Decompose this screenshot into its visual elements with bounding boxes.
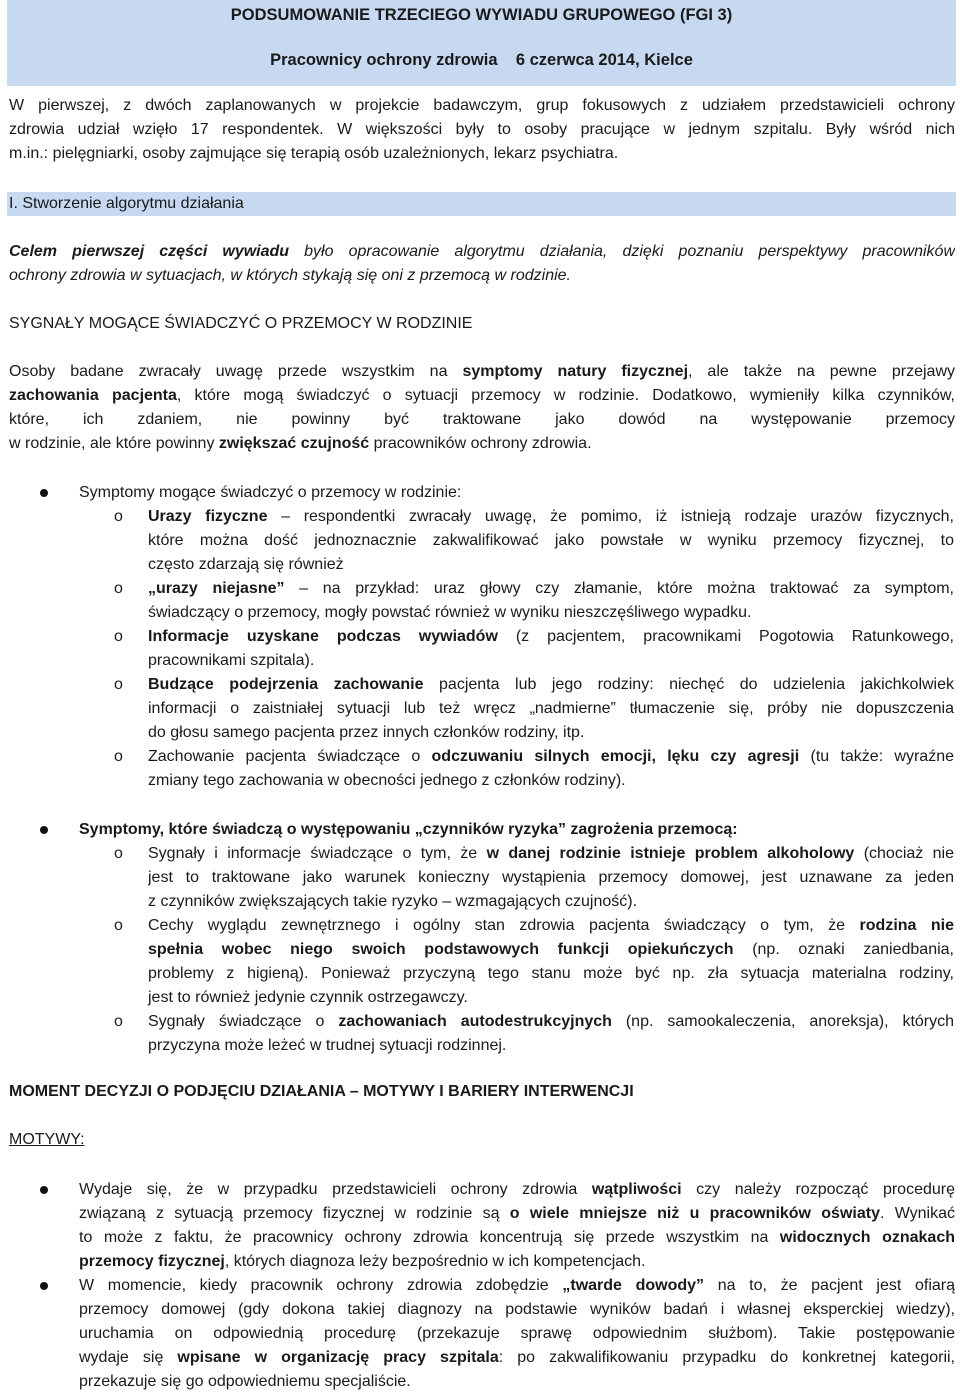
text: Sygnały świadczące o	[148, 1013, 339, 1030]
intro-paragraph	[9, 94, 955, 166]
section-heading-bar	[7, 192, 956, 216]
item-line	[148, 577, 954, 601]
bullet-icon	[40, 1282, 48, 1290]
circle-bullet-icon: o	[114, 917, 123, 934]
signals-paragraph	[9, 360, 955, 456]
item-line: z czynników zwiększających takie ryzyko – wzmagających czujność).	[148, 893, 638, 910]
signals-heading: SYGNAŁY MOGĄCE ŚWIADCZYĆ O PRZEMOCY W RODZINIE	[9, 315, 473, 332]
goal-line: ochrony zdrowia w sytuacjach, w których stykają się oni z przemocą w rodzinie.	[9, 267, 571, 284]
text-bold: spełnia wobec niego swoich podstawowych funkcji opiekuńczych	[148, 941, 734, 958]
item-line: przekazuje się go odpowiedniemu specjaliście.	[79, 1373, 411, 1390]
text-bold: wpisane w organizację pracy szpitala	[177, 1349, 499, 1366]
item-line	[79, 1250, 955, 1274]
item-line	[79, 1346, 955, 1370]
item-line: problemy z higieną). Ponieważ przyczyną tego stanu może być np. zła sytuacja materialna rodziny,	[148, 965, 954, 982]
circle-bullet-icon: o	[114, 748, 123, 765]
text-bold: o wiele mniejsze niż u pracowników oświaty	[509, 1205, 880, 1222]
item-line: jest to traktowane jako warunek konieczny wystąpienia przemocy domowej, jest uznawane za jeden	[148, 869, 954, 886]
goal-paragraph	[9, 240, 955, 288]
list2-title	[79, 818, 738, 842]
item-line: przyczyna może leżeć w trudnej sytuacji rodzinnej.	[148, 1037, 507, 1054]
item-line: jest to również jedynie czynnik ostrzegawczy.	[148, 989, 468, 1006]
text-bold: zachowania pacjenta	[9, 387, 177, 404]
text: (chociaż nie	[854, 845, 954, 862]
circle-bullet-icon: o	[114, 676, 123, 693]
text-bold: Budzące podejrzenia zachowanie	[148, 676, 424, 693]
text: Sygnały i informacje świadczące o tym, że	[148, 845, 487, 862]
item-line	[79, 1178, 955, 1202]
text: Cechy wyglądu zewnętrznego i ogólny stan zdrowia pacjenta świadczący o tym, że	[148, 917, 860, 934]
text: , ale także na pewne przejawy	[688, 363, 955, 380]
motives-heading: MOTYWY:	[9, 1131, 85, 1148]
list-item	[148, 577, 954, 625]
bullet-icon	[40, 489, 48, 497]
item-line: świadczący o przemocy, mogły powstać również w wyniku nieszczęśliwego wypadku.	[148, 604, 752, 621]
signals-line: które, ich zdaniem, nie powinny być traktowane jako dowód na występowanie przemocy	[9, 411, 955, 428]
text-bold: rodzina nie	[859, 917, 954, 934]
list-item	[148, 745, 954, 793]
text-bold: zwiększać czujność	[218, 435, 370, 452]
list-item	[148, 914, 954, 1010]
text: (np. samookaleczenia, anoreksja), których	[611, 1013, 954, 1030]
item-line	[148, 673, 954, 697]
circle-bullet-icon: o	[114, 845, 123, 862]
signals-line	[9, 360, 955, 384]
item-line	[148, 914, 954, 938]
item-line: informacji o zaistniałej sytuacji lub też wręcz „nadmierne” tłumaczenie się, próby nie dopuszczenia	[148, 700, 954, 717]
document-subtitle: Pracownicy ochrony zdrowia 6 czerwca 2014, Kielce	[270, 51, 693, 69]
circle-bullet-icon: o	[114, 628, 123, 645]
item-line: do głosu samego pacjenta przez innych członków rodziny, itp.	[148, 724, 585, 741]
list2-title-text: Symptomy, które świadczą o występowaniu „czynników ryzyka” zagrożenia przemocą:	[79, 821, 738, 838]
text: – respondentki zwracały uwagę, że pomimo, iż istnieją rodzaje urazów fizycznych,	[267, 508, 954, 525]
text-bold: symptomy natury fizycznej	[462, 363, 689, 380]
text-bold: przemocy fizycznej	[79, 1253, 225, 1270]
text-bold: „urazy niejasne”	[148, 580, 285, 597]
text-bold: zachowaniach autodestrukcyjnych	[338, 1013, 612, 1030]
list-item	[148, 673, 954, 745]
text: , których diagnoza leży bezpośrednio w ich kompetencjach.	[224, 1253, 646, 1270]
document-header	[7, 0, 956, 86]
item-line: uruchamia on odpowiednią procedurę (przekazuje sprawę odpowiednim służbom). Takie postępowanie	[79, 1325, 955, 1342]
list1-title-text: Symptomy mogące świadczyć o przemocy w rodzinie:	[79, 484, 462, 501]
intro-line: W pierwszej, z dwóch zaplanowanych w projekcie badawczym, grup fokusowych z udziałem przedstawicieli ochrony	[9, 97, 955, 114]
text: . Wynikać	[879, 1205, 955, 1222]
intro-line: m.in.: pielęgniarki, osoby zajmujące się terapią osób uzależnionych, lekarz psychiatra.	[9, 145, 619, 162]
intro-line: zdrowia udział wzięło 17 respondentek. W większości były to osoby pracujące w jednym szpitalu. Były wśród nich	[9, 121, 955, 138]
goal-line	[9, 240, 955, 264]
text: pracowników ochrony zdrowia.	[369, 435, 592, 452]
item-line	[148, 745, 954, 769]
text-bold: w danej rodzinie istnieje problem alkoholowy	[486, 845, 855, 862]
text: czy należy rozpocząć procedurę	[681, 1181, 955, 1198]
item-line: które można dość jednoznacznie zakwalifikować jako powstałe w wyniku przemocy fizycznej, to	[148, 532, 954, 549]
item-line: często zdarzają się również	[148, 556, 344, 573]
list-item	[79, 1178, 955, 1274]
item-line	[148, 938, 954, 962]
goal-bold: Celem pierwszej części wywiadu	[9, 243, 290, 260]
item-line	[79, 1226, 955, 1250]
text: to może z faktu, że pracownicy ochrony zdrowia koncentrują się przede wszystkim na	[79, 1229, 780, 1246]
list1-title	[79, 481, 461, 505]
item-line	[148, 842, 954, 866]
list-item	[79, 1274, 955, 1394]
item-line	[148, 1010, 954, 1034]
item-line	[148, 625, 954, 649]
circle-bullet-icon: o	[114, 508, 123, 525]
circle-bullet-icon: o	[114, 1013, 123, 1030]
item-line: pracownikami szpitala).	[148, 652, 315, 669]
item-line	[79, 1274, 955, 1298]
list-item	[148, 842, 954, 914]
signals-line	[9, 384, 955, 408]
text: (tu także: wyraźne	[799, 748, 954, 765]
text-bold: Informacje uzyskane podczas wywiadów	[148, 628, 498, 645]
text: , które mogą świadczyć o sytuacji przemocy w rodzinie. Dodatkowo, wymieniły kilka czynników,	[176, 387, 955, 404]
text-bold: „twarde dowody”	[562, 1277, 705, 1294]
goal-text: było opracowanie algorytmu działania, dzięki poznaniu perspektywy pracowników	[289, 243, 955, 260]
text: – na przykład: uraz głowy czy złamanie, które można traktować za symptom,	[284, 580, 954, 597]
text: Wydaje się, że w przypadku przedstawicieli ochrony zdrowia	[79, 1181, 592, 1198]
item-line	[148, 505, 954, 529]
item-line: przemocy domowej (gdy dokona takiej diagnozy na podstawie wyników badań i własnej eksperckiej wiedzy),	[79, 1301, 955, 1318]
list-item	[148, 625, 954, 673]
section-heading: I. Stworzenie algorytmu działania	[9, 195, 244, 212]
text-bold: wątpliwości	[591, 1181, 682, 1198]
text: : po zakwalifikowaniu przypadku do konkretnej kategorii,	[498, 1349, 955, 1366]
signals-line	[9, 432, 955, 456]
text: wydaje się	[79, 1349, 178, 1366]
text: Osoby badane zwracały uwagę przede wszystkim na	[9, 363, 463, 380]
text: związaną z sytuacją przemocy fizycznej w rodzinie są	[79, 1205, 510, 1222]
text: w rodzinie, ale które powinny	[9, 435, 219, 452]
document-title: PODSUMOWANIE TRZECIEGO WYWIADU GRUPOWEGO (FGI 3)	[230, 6, 733, 24]
decision-heading: MOMENT DECYZJI O PODJĘCIU DZIAŁANIA – MOTYWY I BARIERY INTERWENCJI	[9, 1083, 634, 1100]
list-item	[148, 505, 954, 577]
text: (np. oznaki zaniedbania,	[733, 941, 954, 958]
text: Zachowanie pacjenta świadczące o	[148, 748, 432, 765]
item-line: zmiany tego zachowania w obecności jednego z członków rodziny).	[148, 772, 626, 789]
text-bold: widocznych oznakach	[779, 1229, 955, 1246]
bullet-icon	[40, 1186, 48, 1194]
item-line	[79, 1202, 955, 1226]
circle-bullet-icon: o	[114, 580, 123, 597]
text: pacjenta lub jego rodziny: niechęć do udzielenia jakichkolwiek	[423, 676, 954, 693]
text: na to, że pacjent jest ofiarą	[704, 1277, 955, 1294]
text-bold: Urazy fizyczne	[148, 508, 268, 525]
bullet-icon	[40, 826, 48, 834]
list-item	[148, 1010, 954, 1058]
text-bold: odczuwaniu silnych emocji, lęku czy agresji	[431, 748, 800, 765]
text: W momencie, kiedy pracownik ochrony zdrowia zdobędzie	[79, 1277, 563, 1294]
text: (z pacjentem, pracownikami Pogotowia Ratunkowego,	[497, 628, 954, 645]
